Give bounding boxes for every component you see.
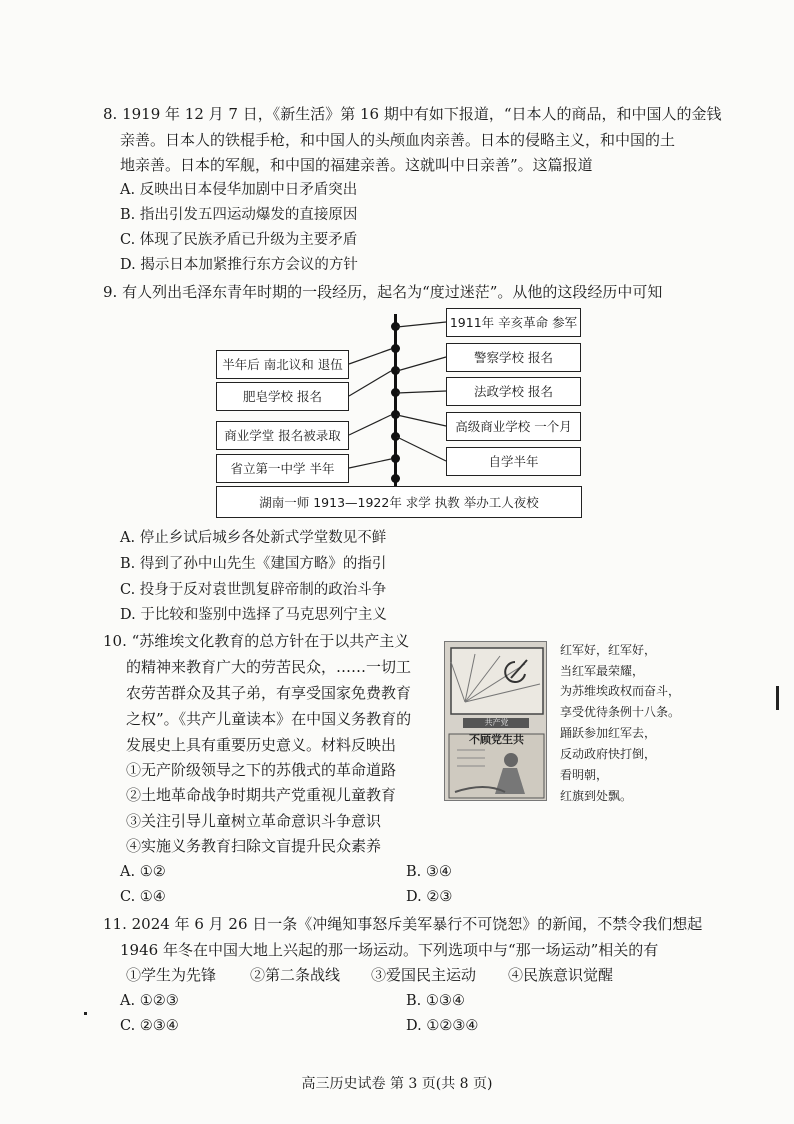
q10-item-4: ④实施义务教育扫除文盲提升民众素养 — [126, 837, 382, 855]
poem-line-2: 当红军最荣耀， — [560, 664, 645, 678]
q11-item-3: ③爱国民主运动 — [371, 966, 477, 984]
q8-stem-line-2: 亲善。日本人的铁棍手枪，和中国人的头颅血肉亲善。日本的侵略主义，和中国的土 — [120, 131, 676, 149]
poem-line-1: 红军好，红军好， — [560, 643, 657, 657]
poem-line-3: 为苏维埃政权而奋斗， — [560, 684, 681, 698]
q9-option-c[interactable]: C. 投身于反对袁世凯复辟帝制的政治斗争 — [120, 582, 387, 598]
q11-item-4: ④民族意识觉醒 — [508, 966, 614, 984]
q10-item-2: ②土地革命战争时期共产党重视儿童教育 — [126, 786, 397, 804]
q11-option-b[interactable]: B. ①③④ — [406, 993, 465, 1009]
q10-stem-line-2: 的精神来教育广大的劳苦民众，……一切工 — [126, 658, 412, 676]
poster-caption: 不顾党生共 — [469, 733, 524, 746]
q11-item-1: ①学生为先锋 — [126, 966, 217, 984]
q11-option-a[interactable]: A. ①②③ — [120, 993, 179, 1009]
poem-line-4: 享受优待条例十八条。 — [560, 705, 681, 719]
q10-stem-line-3: 农劳苦群众及其子弟，有享受国家免费教育 — [126, 684, 412, 702]
q10-stem-line-4: 之权”。《共产儿童读本》在中国义务教育的 — [126, 710, 412, 728]
q9-option-b[interactable]: B. 得到了孙中山先生《建国方略》的指引 — [120, 556, 387, 572]
q10-stem-line-1: 10. “苏维埃文化教育的总方针在于以共产主义 — [103, 632, 410, 650]
timeline-right-5: 自学半年 — [446, 447, 581, 476]
timeline-left-1: 半年后 南北议和 退伍 — [216, 350, 349, 379]
binding-mark — [776, 686, 779, 700]
poem-line-7: 看明朝， — [560, 768, 609, 782]
q10-option-a[interactable]: A. ①② — [120, 864, 166, 880]
timeline-right-2: 警察学校 报名 — [446, 343, 581, 372]
q10-item-3: ③关注引导儿童树立革命意识斗争意识 — [126, 812, 382, 830]
scan-speck — [84, 1012, 87, 1015]
q9-option-d[interactable]: D. 于比较和鉴别中选择了马克思列宁主义 — [120, 607, 387, 623]
timeline-right-3: 法政学校 报名 — [446, 377, 581, 406]
q8-option-d[interactable]: D. 揭示日本加紧推行东方会议的方针 — [120, 257, 358, 273]
q8-option-a[interactable]: A. 反映出日本侵华加剧中日矛盾突出 — [120, 182, 358, 198]
q11-stem-line-1: 11. 2024 年 6 月 26 日一条《冲绳知事怒斥美军暴行不可饶恕》的新闻，不禁令我们想起 — [103, 915, 703, 933]
poem-line-8: 红旗到处飘。 — [560, 789, 633, 803]
binding-mark — [776, 700, 779, 710]
q11-option-c[interactable]: C. ②③④ — [120, 1018, 179, 1034]
poem-line-6: 反动政府快打倒， — [560, 747, 657, 761]
q10-stem-line-5: 发展史上具有重要历史意义。材料反映出 — [126, 736, 397, 754]
q10-option-b[interactable]: B. ③④ — [406, 864, 452, 880]
q11-option-d[interactable]: D. ①②③④ — [406, 1018, 479, 1034]
q10-option-c[interactable]: C. ①④ — [120, 889, 166, 905]
timeline-left-4: 省立第一中学 半年 — [216, 454, 349, 483]
q10-option-d[interactable]: D. ②③ — [406, 889, 453, 905]
timeline-left-2: 肥皂学校 报名 — [216, 382, 349, 411]
timeline-connectors — [0, 0, 794, 540]
timeline-right-4: 高级商业学校 一个月 — [446, 412, 581, 441]
q8-option-c[interactable]: C. 体现了民族矛盾已升级为主要矛盾 — [120, 232, 358, 248]
poster-banner: 共产党 — [484, 718, 509, 727]
q8-option-b[interactable]: B. 指出引发五四运动爆发的直接原因 — [120, 207, 358, 223]
children-reader-poster-image — [444, 641, 547, 801]
q11-item-2: ②第二条战线 — [250, 966, 341, 984]
q9-option-a[interactable]: A. 停止乡试后城乡各处新式学堂数见不鲜 — [120, 530, 387, 546]
q10-item-1: ①无产阶级领导之下的苏俄式的革命道路 — [126, 761, 397, 779]
q8-stem-line-3: 地亲善。日本的军舰，和中国的福建亲善。这就叫中日亲善”。这篇报道 — [120, 156, 593, 174]
q8-stem-line-1: 8. 1919 年 12 月 7 日，《新生活》第 16 期中有如下报道，“日本人的商品，和中国人的金钱 — [103, 105, 722, 123]
page-footer: 高三历史试卷 第 3 页(共 8 页) — [301, 1076, 493, 1092]
q11-stem-line-2: 1946 年冬在中国大地上兴起的那一场运动。下列选项中与“那一场运动”相关的有 — [120, 941, 659, 959]
timeline-left-3: 商业学堂 报名被录取 — [216, 421, 349, 450]
poem-line-5: 踊跃参加红军去， — [560, 726, 657, 740]
q9-stem: 9. 有人列出毛泽东青年时期的一段经历，起名为“度过迷茫”。从他的这段经历中可知 — [103, 283, 663, 301]
timeline-bottom-box: 湖南一师 1913—1922年 求学 执教 举办工人夜校 — [216, 486, 582, 518]
timeline-right-1: 1911年 辛亥革命 参军 — [446, 308, 581, 337]
